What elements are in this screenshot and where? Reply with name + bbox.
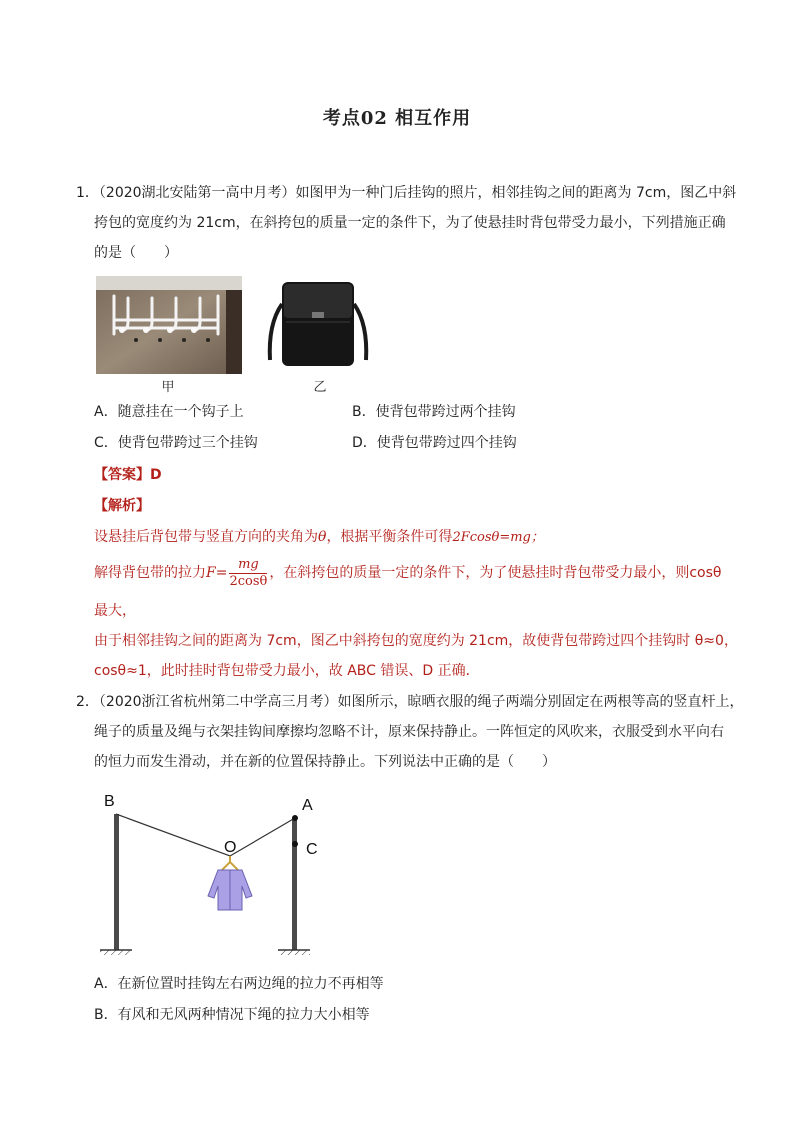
q1-stem-line-1: 1．（2020湖北安陆第一高中月考）如图甲为一种门后挂钩的照片，相邻挂钩之间的距离为 7cm，图乙中斜	[76, 185, 737, 201]
analysis-text: ，根据平衡条件可得	[326, 529, 453, 545]
q1-analysis-line-4: 由于相邻挂钩之间的距离为 7cm，图乙中斜挎包的宽度约为 21cm，故使背包带跨过四个挂钩时 θ≈0，	[94, 633, 738, 649]
q2-stem-line-1: 2．（2020浙江省杭州第二中学高三月考）如图所示，晾晒衣服的绳子两端分别固定在两根等高的竖直杆上，	[76, 694, 744, 710]
fraction-numerator: mg	[229, 557, 267, 574]
q2-option-b: B．有风和无风两种情况下绳的拉力大小相等	[94, 1007, 370, 1023]
force-symbol: F=	[206, 565, 228, 581]
fraction-denominator: 2cosθ	[229, 573, 268, 589]
q2-figure-clothesline	[94, 788, 344, 958]
q1-option-a: A．随意挂在一个钩子上	[94, 404, 244, 420]
q1-analysis-heading: 【解析】	[94, 498, 150, 514]
point-b-label: B	[104, 793, 115, 810]
analysis-text: 解得背包带的拉力	[94, 565, 206, 581]
q1-option-b: B．使背包带跨过两个挂钩	[352, 404, 516, 420]
point-c-label: C	[306, 841, 318, 858]
q1-analysis-line-2	[94, 556, 721, 590]
q1-option-c: C．使背包带跨过三个挂钩	[94, 435, 258, 451]
q1-figure-hooks	[96, 276, 242, 374]
analysis-text: ，在斜挎包的质量一定的条件下，为了使悬挂时背包带受力最小，则cosθ	[269, 565, 722, 581]
q1-stem-line-2: 挎包的宽度约为 21cm，在斜挎包的质量一定的条件下，为了使悬挂时背包带受力最小，下列措施正确	[94, 215, 726, 231]
q1-figure-bag-label: 乙	[313, 380, 327, 395]
q1-figure-hooks-label: 甲	[161, 380, 175, 395]
equilibrium-equation: 2Fcosθ=mg；	[452, 530, 544, 545]
page-title: 考点02 相互作用	[322, 108, 472, 129]
q2-stem-line-3: 的恒力而发生滑动，并在新的位置保持静止。下列说法中正确的是（ ）	[94, 754, 556, 770]
q2-option-a: A．在新位置时挂钩左右两边绳的拉力不再相等	[94, 976, 384, 992]
point-o-label: O	[224, 839, 237, 856]
q2-stem-line-2: 绳子的质量及绳与衣架挂钩间摩擦均忽略不计，原来保持静止。一阵恒定的风吹来，衣服受到水平向右	[94, 724, 724, 740]
q1-option-d: D．使背包带跨过四个挂钩	[352, 435, 517, 451]
analysis-text: 设悬挂后背包带与竖直方向的夹角为	[94, 529, 318, 545]
point-a-label: A	[302, 797, 313, 814]
q1-stem-line-3: 的是（ ）	[94, 245, 178, 261]
q1-figure-bag	[264, 274, 372, 374]
q1-answer: 【答案】D	[94, 467, 162, 483]
theta-symbol: θ	[318, 529, 327, 545]
force-fraction	[229, 557, 267, 590]
q1-analysis-line-1	[94, 527, 544, 548]
q1-analysis-line-5: cosθ≈1，此时挂时背包带受力最小，故 ABC 错误、D 正确．	[94, 663, 480, 679]
q1-analysis-line-3: 最大，	[94, 603, 136, 619]
